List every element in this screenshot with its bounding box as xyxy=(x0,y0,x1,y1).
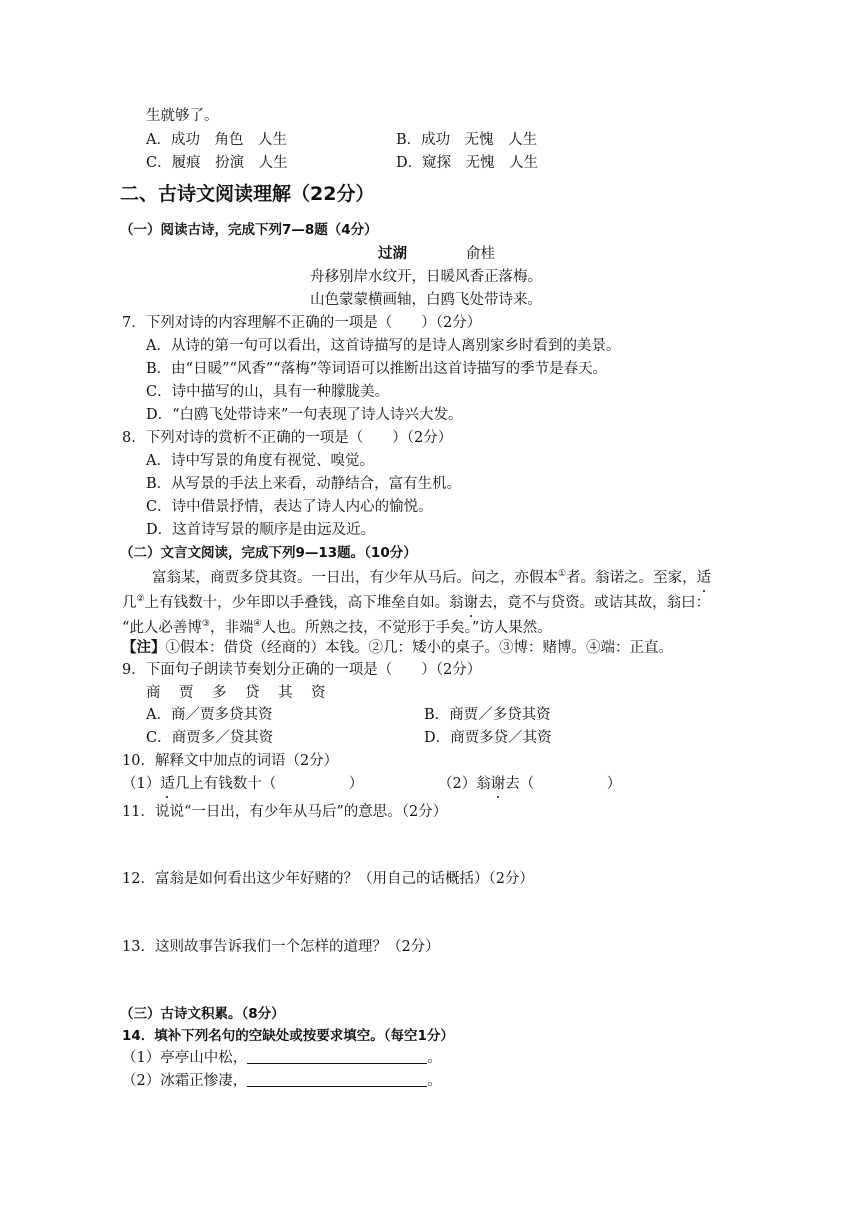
part2-heading: （二）文言文阅读，完成下列9—13题。（10分） xyxy=(120,545,417,561)
q8-option-c: C．诗中借景抒情，表达了诗人内心的愉悦。 xyxy=(146,499,433,515)
q9-option-d: D．商贾多贷／其资 xyxy=(424,730,552,746)
dotted-char-xie: 谢 xyxy=(463,594,479,611)
section-title: 二、古诗文阅读理解（22分） xyxy=(120,183,375,205)
dotted-char-shi: 适 xyxy=(696,569,712,586)
q9-stem: 9．下面句子朗读节奏划分正确的一项是（ ）（2分） xyxy=(122,662,482,678)
q7-option-d: D．“白鸥飞处带诗来”一句表现了诗人诗兴大发。 xyxy=(146,407,463,423)
q6-option-a: A．成功 角色 人生 xyxy=(146,132,287,148)
passage-note: 【注】①假本：借贷（经商的）本钱。②几：矮小的桌子。③博：赌博。④端：正直。 xyxy=(122,640,673,656)
part1-heading: （一）阅读古诗，完成下列7—8题（4分） xyxy=(120,222,378,238)
passage-line-2: 几②上有钱数十，少年即以手叠钱，高下堆垒自如。翁谢去，竟不与贷资。或诘其故，翁曰： xyxy=(122,594,711,611)
poem-line-1: 舟移别岸水纹开，日暖风香正落梅。 xyxy=(310,269,542,285)
q6-option-b: B．成功 无愧 人生 xyxy=(396,132,538,148)
poem-title: 过湖 xyxy=(378,246,407,262)
q9-option-a: A．商／贾多贷其资 xyxy=(146,707,273,723)
q10-item-2: （2）翁谢去（ ） xyxy=(438,776,622,792)
q10-stem: 10．解释文中加点的词语（2分） xyxy=(122,753,339,769)
q8-option-d: D．这首诗写景的顺序是由远及近。 xyxy=(146,522,376,538)
q14-item-2: （2）冰霜正惨凄， 。 xyxy=(122,1073,442,1089)
poem-author: 俞桂 xyxy=(466,246,495,262)
passage-line-1: 富翁某，商贾多贷其资。一日出，有少年从马后。问之，亦假本①者。翁诺之。至家，适 xyxy=(152,569,712,586)
q13-stem: 13．这则故事告诉我们一个怎样的道理？（2分） xyxy=(122,939,440,955)
q11-stem: 11．说说“一日出，有少年从马后”的意思。（2分） xyxy=(122,804,448,820)
q7-option-a: A．从诗的第一句可以看出，这首诗描写的是诗人离别家乡时看到的美景。 xyxy=(146,338,621,354)
q8-option-a: A．诗中写景的角度有视觉、嗅觉。 xyxy=(146,453,374,469)
dotted-char-shi-q10: 适 xyxy=(160,776,175,792)
q7-option-c: C．诗中描写的山，具有一种朦胧美。 xyxy=(146,384,390,400)
q10-item-1: （1）适几上有钱数十（ ） xyxy=(122,776,364,792)
q9-sentence: 商 贾 多 贷 其 资 xyxy=(146,685,326,701)
q9-option-c: C．商贾多／贷其资 xyxy=(146,730,274,746)
q6-option-d: D．窥探 无愧 人生 xyxy=(396,155,539,171)
q12-stem: 12．富翁是如何看出这少年好赌的？（用自己的话概括）（2分） xyxy=(122,871,534,887)
q14-stem: 14．填补下列名句的空缺处或按要求填空。（每空1分） xyxy=(122,1028,454,1044)
q6-tail-text: 生就够了。 xyxy=(146,108,219,124)
q9-option-b: B．商贾／多贷其资 xyxy=(424,707,551,723)
fill-blank-1[interactable] xyxy=(247,1049,427,1064)
poem-line-2: 山色蒙蒙横画轴，白鸥飞处带诗来。 xyxy=(310,292,542,308)
passage-line-3: “此人必善博③，非端④人也。所熟之技，不觉形于手矣。”访人果然。 xyxy=(122,619,552,636)
q6-option-c: C．履痕 扮演 人生 xyxy=(146,155,288,171)
note-label: 【注】 xyxy=(122,640,166,656)
q14-item-1: （1）亭亭山中松， 。 xyxy=(122,1050,442,1066)
q7-option-b: B．由“日暖”“风香”“落梅”等词语可以推断出这首诗描写的季节是春天。 xyxy=(146,361,608,377)
dotted-char-xie-q10: 谢 xyxy=(490,776,506,792)
q8-option-b: B．从写景的手法上来看，动静结合，富有生机。 xyxy=(146,476,462,492)
q8-stem: 8．下列对诗的赏析不正确的一项是（ ）（2分） xyxy=(122,430,453,446)
fill-blank-2[interactable] xyxy=(247,1072,427,1087)
part3-heading: （三）古诗文积累。（8分） xyxy=(120,1006,285,1022)
q7-stem: 7．下列对诗的内容理解不正确的一项是（ ）（2分） xyxy=(122,315,482,331)
